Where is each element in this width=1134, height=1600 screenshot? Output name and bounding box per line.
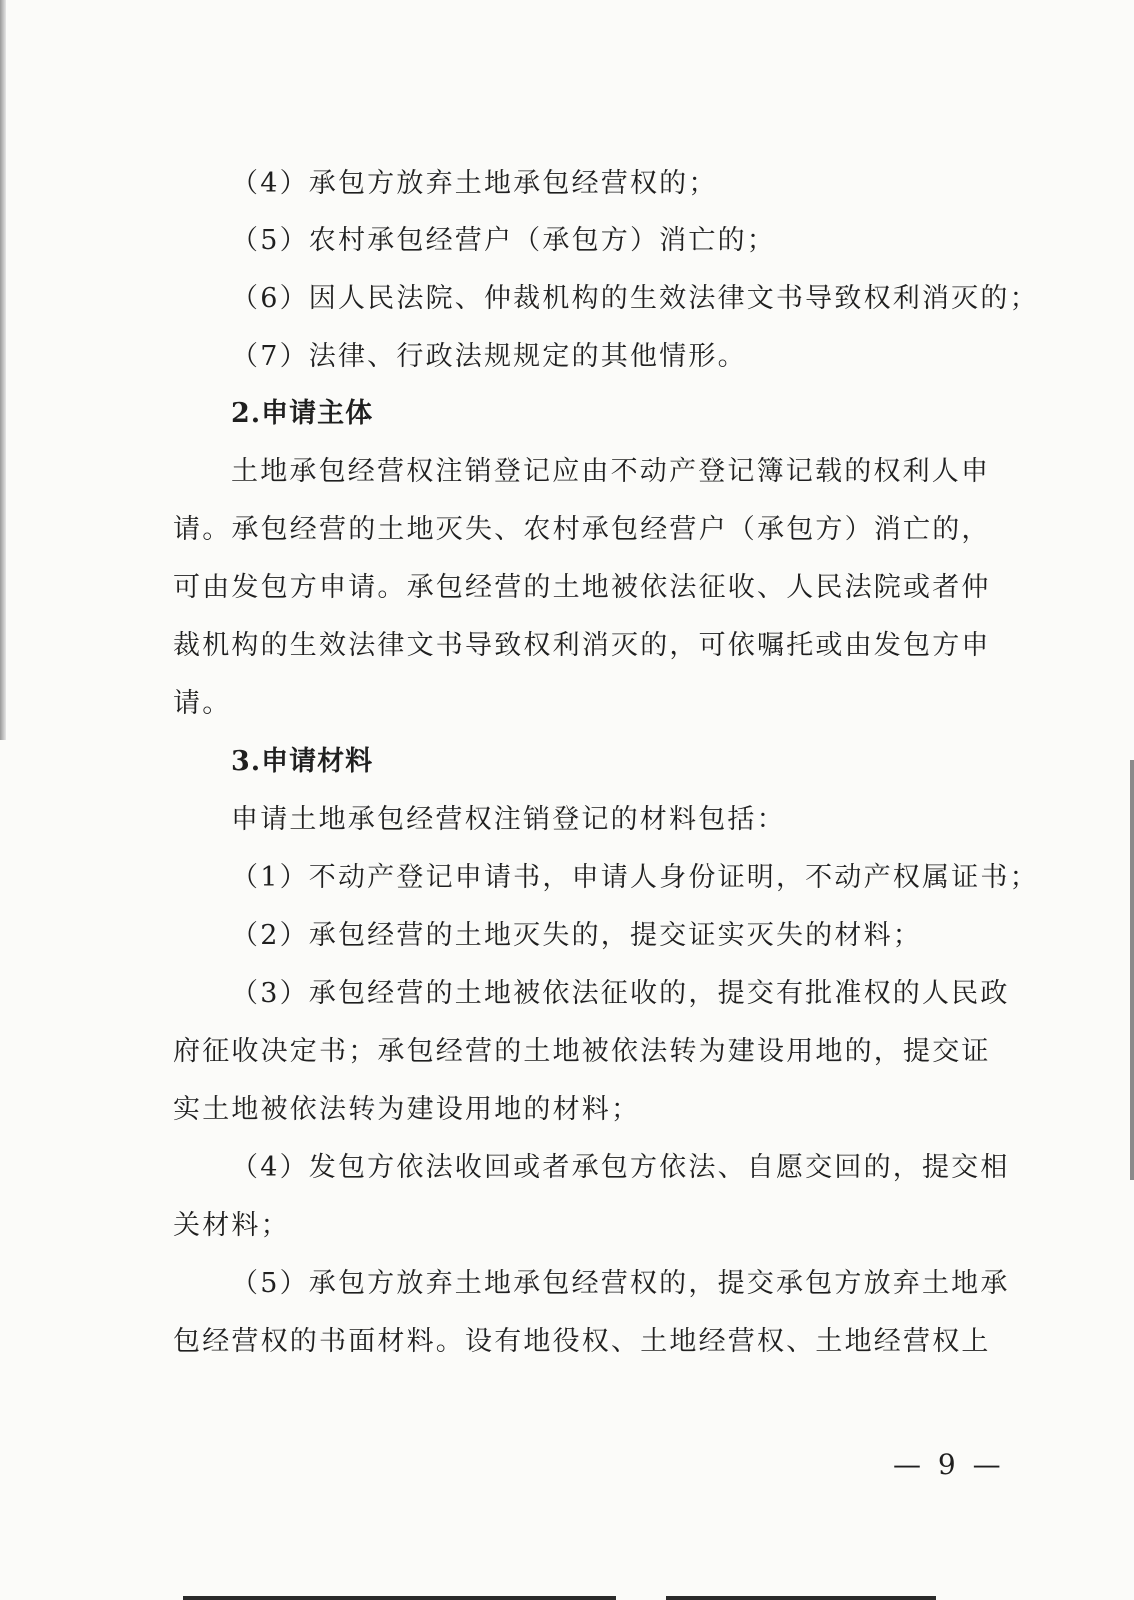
list-item-1: （1）不动产登记申请书，申请人身份证明，不动产权属证书； [231, 862, 1039, 893]
scan-edge-right [1130, 760, 1134, 1180]
list-item-7: （7）法律、行政法规规定的其他情形。 [231, 341, 747, 372]
section-heading-materials: 3.申请材料 [231, 746, 374, 777]
list-item-4: （4）承包方放弃土地承包经营权的； [231, 168, 718, 199]
scan-edge-left [0, 0, 6, 740]
bottom-rule-left [183, 1596, 616, 1600]
list-item-4-materials: （4）发包方依法收回或者承包方依法、自愿交回的，提交相 [231, 1152, 1010, 1183]
paragraph-line: 可由发包方申请。承包经营的土地被依法征收、人民法院或者仲 [173, 572, 991, 603]
paragraph-line: 请。承包经营的土地灭失、农村承包经营户（承包方）消亡的， [173, 514, 991, 545]
section-heading-applicant: 2.申请主体 [231, 398, 374, 429]
paragraph-line: 土地承包经营权注销登记应由不动产登记簿记载的权利人申 [231, 456, 991, 487]
list-item-5: （5）农村承包经营户（承包方）消亡的； [231, 225, 776, 256]
paragraph-line: 关材料； [173, 1210, 290, 1241]
page-number: — 9 — [893, 1448, 1005, 1481]
paragraph-line: 实土地被依法转为建设用地的材料； [173, 1094, 641, 1125]
paragraph-line: 包经营权的书面材料。设有地役权、土地经营权、土地经营权上 [173, 1326, 991, 1357]
paragraph-line: 申请土地承包经营权注销登记的材料包括： [231, 804, 786, 835]
list-item-5-materials: （5）承包方放弃土地承包经营权的，提交承包方放弃土地承 [231, 1268, 1010, 1299]
list-item-6: （6）因人民法院、仲裁机构的生效法律文书导致权利消灭的； [231, 283, 1039, 314]
paragraph-line: 裁机构的生效法律文书导致权利消灭的，可依嘱托或由发包方申 [173, 630, 991, 661]
list-item-3: （3）承包经营的土地被依法征收的，提交有批准权的人民政 [231, 978, 1010, 1009]
list-item-2: （2）承包经营的土地灭失的，提交证实灭失的材料； [231, 920, 922, 951]
bottom-rule-right [666, 1596, 936, 1600]
paragraph-line: 府征收决定书；承包经营的土地被依法转为建设用地的，提交证 [173, 1036, 991, 1067]
paragraph-line: 请。 [173, 688, 232, 719]
